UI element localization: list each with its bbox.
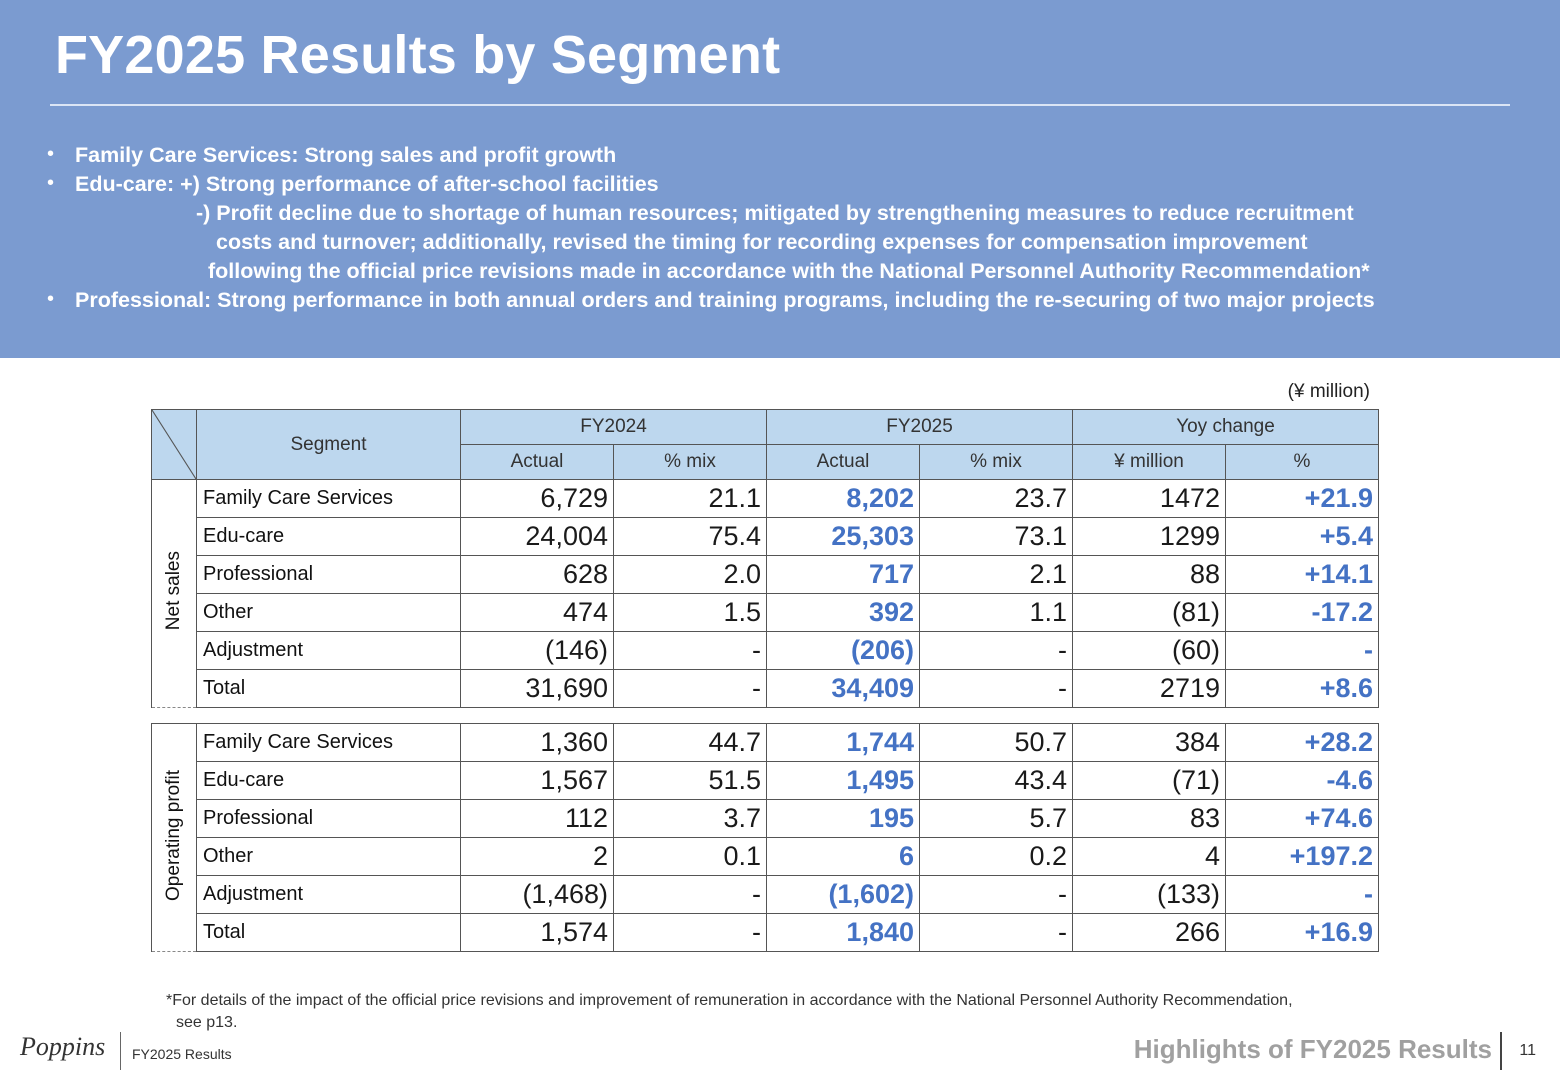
fy2024-actual-header: Actual [461, 445, 614, 480]
table-row [152, 838, 1379, 876]
fy24-actual: (146) [461, 632, 614, 670]
footer-divider [1500, 1032, 1502, 1070]
yoy-amount: 384 [1073, 724, 1226, 762]
fy24-mix: 75.4 [614, 518, 767, 556]
segment-name: Adjustment [197, 632, 461, 670]
fy24-actual: 474 [461, 594, 614, 632]
segment-name: Family Care Services [197, 724, 461, 762]
fy24-mix: 21.1 [614, 480, 767, 518]
header-diagonal-cell [152, 410, 197, 480]
fy25-actual: 195 [767, 800, 920, 838]
fy24-actual: 1,360 [461, 724, 614, 762]
yoy-pct: +28.2 [1226, 724, 1379, 762]
fy24-actual: 31,690 [461, 670, 614, 708]
table-row [152, 876, 1379, 914]
fy2025-header: FY2025 [767, 410, 1073, 445]
table-row [152, 724, 1379, 762]
segment-name: Family Care Services [197, 480, 461, 518]
bullet-text: Professional: Strong performance in both annual orders and training programs, including the re-securing of two major projects [75, 288, 1375, 312]
fy25-mix: 23.7 [920, 480, 1073, 518]
bullet-continuation [208, 259, 1370, 284]
segment-name: Total [197, 670, 461, 708]
table-row [152, 594, 1379, 632]
yoy-pct: +74.6 [1226, 800, 1379, 838]
yoy-amount: (60) [1073, 632, 1226, 670]
yoy-amount: 2719 [1073, 670, 1226, 708]
title-divider [50, 104, 1510, 106]
yoy-amount: 4 [1073, 838, 1226, 876]
fy2025-actual-header: Actual [767, 445, 920, 480]
operating-profit-table [151, 723, 1379, 952]
fy25-mix: - [920, 914, 1073, 952]
yoy-header: Yoy change [1073, 410, 1379, 445]
unit-note: (¥ million) [1287, 381, 1370, 402]
fy24-mix: - [614, 914, 767, 952]
page-title: FY2025 Results by Segment [55, 25, 781, 85]
segment-header: Segment [197, 410, 461, 480]
poppins-logo: Poppins [20, 1032, 106, 1061]
yoy-amount: 88 [1073, 556, 1226, 594]
yoy-pct: +8.6 [1226, 670, 1379, 708]
total-row [152, 914, 1379, 952]
page-number: 11 [1519, 1042, 1536, 1059]
fy25-mix: - [920, 670, 1073, 708]
segment-name: Edu-care [197, 762, 461, 800]
footnote-line: see p13. [176, 1014, 238, 1031]
footnote [166, 990, 1293, 1034]
bullet-item [47, 172, 659, 197]
yoy-amount: 1472 [1073, 480, 1226, 518]
fy25-actual: (1,602) [767, 876, 920, 914]
segment-name: Professional [197, 800, 461, 838]
fy25-actual: 1,744 [767, 724, 920, 762]
bullet-text: Family Care Services: Strong sales and profit growth [75, 143, 617, 167]
segment-name: Total [197, 914, 461, 952]
footer-divider [120, 1032, 121, 1070]
fy25-mix: 73.1 [920, 518, 1073, 556]
bullet-marker: • [47, 143, 55, 165]
yoy-amount: (71) [1073, 762, 1226, 800]
table-row [152, 518, 1379, 556]
section-name: Highlights of FY2025 Results [1133, 1034, 1492, 1064]
fy25-actual: (206) [767, 632, 920, 670]
yoy-pct-header: % [1226, 445, 1379, 480]
fy24-mix: 44.7 [614, 724, 767, 762]
yoy-pct: +16.9 [1226, 914, 1379, 952]
yoy-pct: +21.9 [1226, 480, 1379, 518]
fy24-actual: 112 [461, 800, 614, 838]
fy24-actual: 24,004 [461, 518, 614, 556]
segment-name: Adjustment [197, 876, 461, 914]
fy24-actual: 1,567 [461, 762, 614, 800]
yoy-pct: +5.4 [1226, 518, 1379, 556]
fy25-mix: 1.1 [920, 594, 1073, 632]
fy25-mix: 43.4 [920, 762, 1073, 800]
net-sales-table [151, 409, 1379, 708]
footnote-line: *For details of the impact of the official price revisions and improvement of remuneration in accordance with the National Personnel Authority Recommendation, [166, 992, 1293, 1009]
segment-name: Professional [197, 556, 461, 594]
bullet-marker: • [47, 288, 55, 310]
bullet-item [47, 143, 617, 168]
fy25-actual: 392 [767, 594, 920, 632]
yoy-amount: 266 [1073, 914, 1226, 952]
header-banner [0, 0, 1560, 358]
fy24-mix: 51.5 [614, 762, 767, 800]
yoy-pct: +14.1 [1226, 556, 1379, 594]
fy2025-mix-header: % mix [920, 445, 1073, 480]
yoy-pct: +197.2 [1226, 838, 1379, 876]
yoy-pct: - [1226, 632, 1379, 670]
operating-profit-side-label: Operating profit [152, 724, 197, 952]
table-row [152, 556, 1379, 594]
bullet-text: -) Profit decline due to shortage of human resources; mitigated by strengthening measures to reduce recruitment [196, 201, 1354, 225]
yoy-pct: -17.2 [1226, 594, 1379, 632]
table-row [152, 632, 1379, 670]
fy25-actual: 8,202 [767, 480, 920, 518]
fy25-mix: - [920, 632, 1073, 670]
footer-right [1100, 1032, 1540, 1072]
fy25-actual: 25,303 [767, 518, 920, 556]
fy25-mix: 5.7 [920, 800, 1073, 838]
yoy-amount: (81) [1073, 594, 1226, 632]
net-sales-side-label: Net sales [152, 480, 197, 708]
fy25-mix: 0.2 [920, 838, 1073, 876]
bullet-item [47, 288, 1375, 313]
fy24-actual: 6,729 [461, 480, 614, 518]
bullet-text: Edu-care: +) Strong performance of after-school facilities [75, 172, 659, 196]
fy24-actual: 628 [461, 556, 614, 594]
yoy-pct: -4.6 [1226, 762, 1379, 800]
fy2024-header: FY2024 [461, 410, 767, 445]
footer-label: FY2025 Results [132, 1046, 232, 1062]
fy24-mix: 3.7 [614, 800, 767, 838]
fy24-actual: 2 [461, 838, 614, 876]
segment-name: Other [197, 594, 461, 632]
fy25-actual: 6 [767, 838, 920, 876]
fy2024-mix-header: % mix [614, 445, 767, 480]
fy24-mix: - [614, 876, 767, 914]
table-row [152, 480, 1379, 518]
total-row [152, 670, 1379, 708]
fy24-actual: 1,574 [461, 914, 614, 952]
yoy-amount-header: ¥ million [1073, 445, 1226, 480]
fy25-actual: 34,409 [767, 670, 920, 708]
segment-name: Edu-care [197, 518, 461, 556]
fy24-mix: - [614, 632, 767, 670]
fy24-mix: 0.1 [614, 838, 767, 876]
fy24-mix: 1.5 [614, 594, 767, 632]
yoy-amount: (133) [1073, 876, 1226, 914]
table-row [152, 762, 1379, 800]
yoy-amount: 1299 [1073, 518, 1226, 556]
fy25-mix: 50.7 [920, 724, 1073, 762]
fy25-mix: - [920, 876, 1073, 914]
segment-name: Other [197, 838, 461, 876]
fy25-actual: 717 [767, 556, 920, 594]
bullet-text: costs and turnover; additionally, revised the timing for recording expenses for compensation improvement [216, 230, 1308, 254]
fy24-mix: 2.0 [614, 556, 767, 594]
fy25-actual: 1,840 [767, 914, 920, 952]
bullet-continuation [216, 230, 1308, 255]
fy24-mix: - [614, 670, 767, 708]
table-row [152, 800, 1379, 838]
bullet-marker: • [47, 172, 55, 194]
fy25-mix: 2.1 [920, 556, 1073, 594]
fy24-actual: (1,468) [461, 876, 614, 914]
bullet-text: following the official price revisions made in accordance with the National Personnel Authority Recommendation* [208, 259, 1370, 283]
yoy-amount: 83 [1073, 800, 1226, 838]
bullet-continuation [196, 201, 1354, 226]
fy25-actual: 1,495 [767, 762, 920, 800]
yoy-pct: - [1226, 876, 1379, 914]
